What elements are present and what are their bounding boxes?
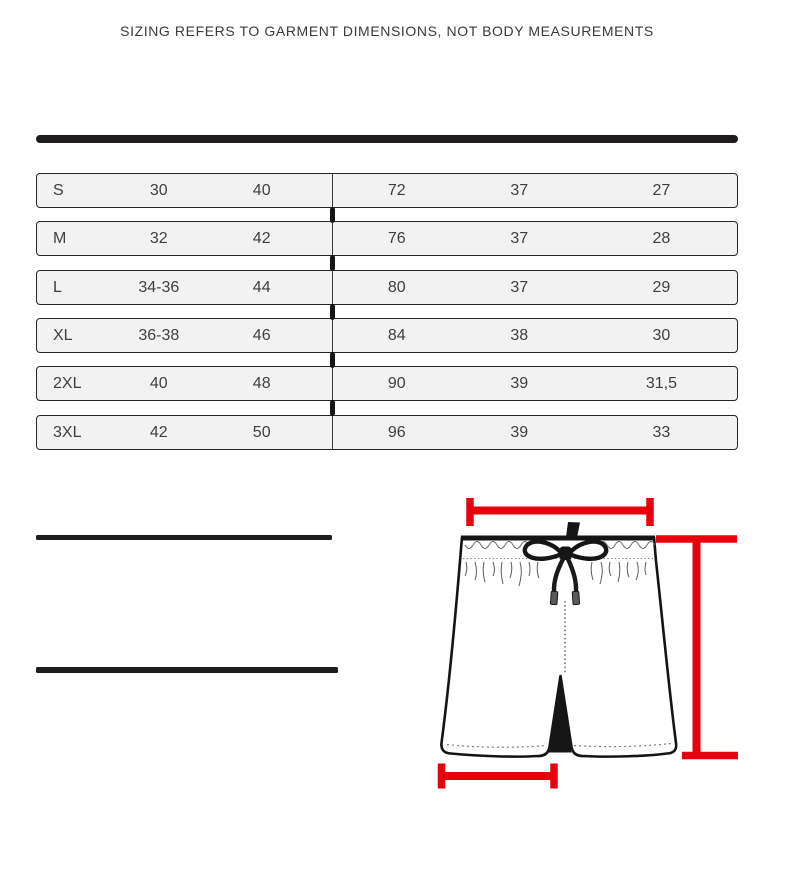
table-row: [36, 366, 738, 401]
drawcord-tab: [566, 522, 580, 538]
measurement-value: 36-38: [138, 326, 180, 344]
divider-dot: [330, 255, 335, 271]
size-label: L: [53, 278, 62, 296]
table-row: [36, 270, 738, 305]
divider-dot: [330, 207, 335, 223]
left-rule-line: [36, 535, 332, 540]
column-divider-line: [332, 270, 333, 305]
column-divider-line: [332, 318, 333, 353]
measurement-value: 28: [652, 229, 671, 247]
measurement-value: 34-36: [138, 278, 180, 296]
column-divider-line: [332, 221, 333, 256]
measurement-value: 46: [252, 326, 271, 344]
measurement-value: 76: [387, 229, 406, 247]
bow-knot: [560, 547, 572, 561]
measurement-value: 38: [510, 326, 529, 344]
divider-dot: [330, 304, 335, 320]
measurement-value: 96: [387, 423, 406, 441]
measurement-value: 30: [652, 326, 671, 344]
measurement-value: 40: [149, 374, 168, 392]
table-row: [36, 173, 738, 208]
column-divider-line: [332, 366, 333, 401]
measurement-value: 27: [652, 181, 671, 199]
aglet-right: [572, 591, 579, 604]
column-divider-line: [332, 415, 333, 450]
measurement-value: 90: [387, 374, 406, 392]
measurement-value: 37: [510, 181, 529, 199]
waist-width-arrow: [470, 498, 650, 526]
measurement-value: 39: [510, 423, 529, 441]
leg-opening-arrow: [442, 764, 555, 789]
size-label: 3XL: [53, 423, 82, 441]
measurement-value: 33: [652, 423, 671, 441]
measurement-value: 40: [252, 181, 271, 199]
table-row: [36, 221, 738, 256]
measurement-value: 50: [252, 423, 271, 441]
size-label: XL: [53, 326, 73, 344]
measurement-value: 42: [149, 423, 168, 441]
measurement-value: 32: [149, 229, 168, 247]
divider-dot: [330, 400, 335, 416]
measurement-value: 42: [252, 229, 271, 247]
left-rule-line: [36, 667, 338, 673]
measurement-value: 30: [149, 181, 168, 199]
column-divider-line: [332, 173, 333, 208]
measurement-value: 39: [510, 374, 529, 392]
sizing-note: SIZING REFERS TO GARMENT DIMENSIONS, NOT BODY MEASUREMENTS: [120, 23, 654, 39]
size-label: M: [53, 229, 67, 247]
size-label: 2XL: [53, 374, 82, 392]
measurement-value: 37: [510, 229, 529, 247]
measurement-value: 80: [387, 278, 406, 296]
table-row: [36, 415, 738, 450]
measurement-value: 84: [387, 326, 406, 344]
size-label: S: [53, 181, 64, 199]
measurement-value: 48: [252, 374, 271, 392]
measurement-value: 72: [387, 181, 406, 199]
measurement-value: 44: [252, 278, 271, 296]
measurement-value: 37: [510, 278, 529, 296]
aglet-left: [550, 591, 557, 604]
table-row: [36, 318, 738, 353]
measurement-value: 31,5: [645, 374, 677, 392]
divider-dot: [330, 352, 335, 368]
measurement-value: 29: [652, 278, 671, 296]
shorts-diagram: [420, 485, 760, 805]
table-header-bar: [36, 135, 738, 143]
